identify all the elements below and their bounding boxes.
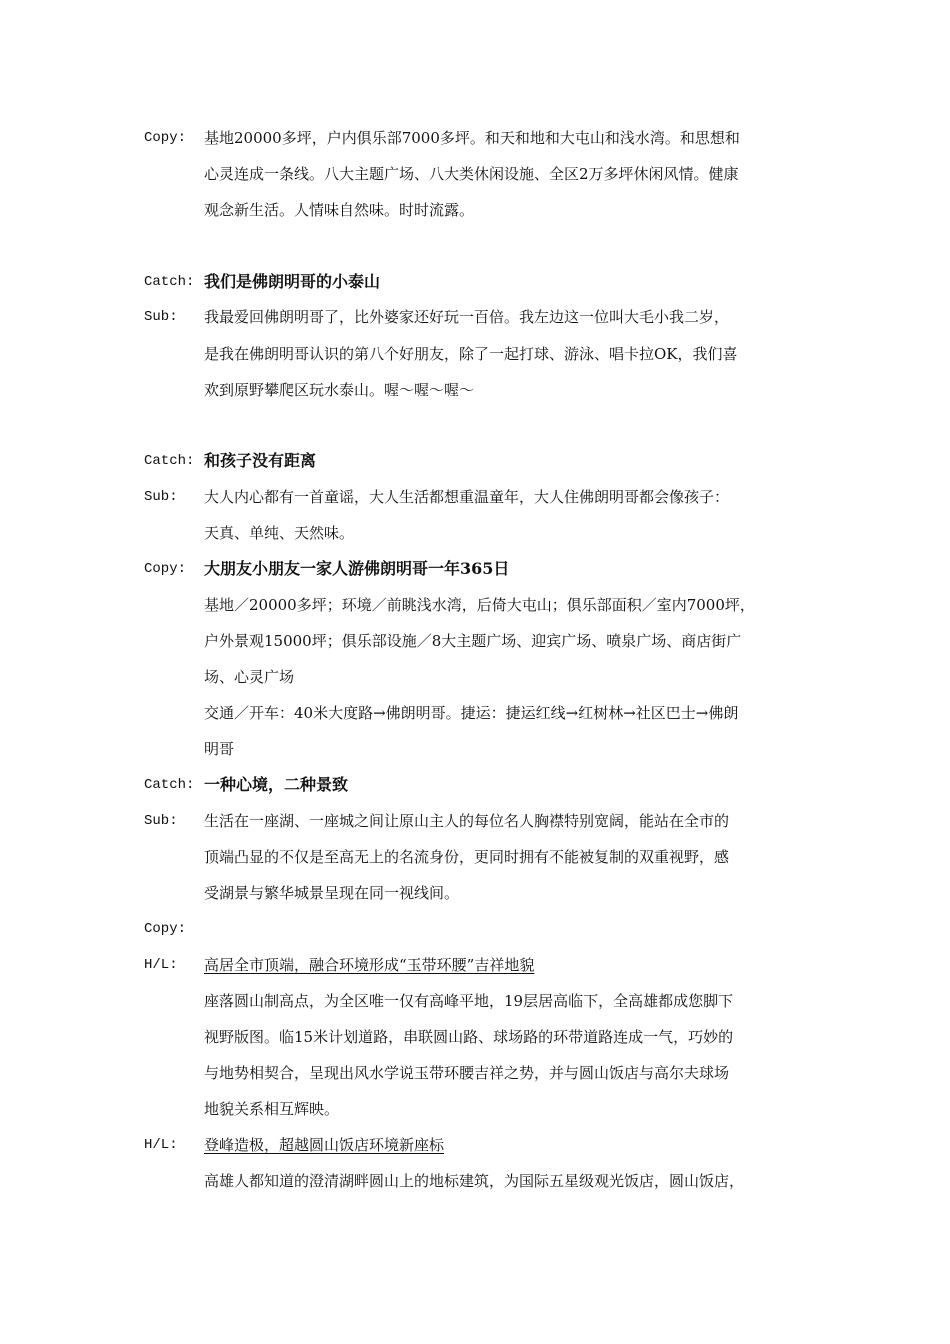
sub-row <box>0 515 950 551</box>
body-line: 基地20000多坪，户内俱乐部7000多坪。和天和地和大屯山和浅水湾。和思想和 <box>204 129 740 147</box>
body-line: 视野版图。临15米计划道路，串联圆山路、球场路的环带道路连成一气，巧妙的 <box>204 1028 734 1046</box>
sub-row <box>0 336 950 372</box>
headline-row <box>0 1091 950 1127</box>
body-line: 明哥 <box>204 740 235 758</box>
body-line: 与地势相契合，呈现出风水学说玉带环腰吉祥之势，并与圆山饭店与高尔夫球场 <box>204 1064 730 1082</box>
headline-text: 登峰造极，超越圆山饭店环境新座标 <box>204 1136 445 1154</box>
block-label: Sub: <box>144 813 178 829</box>
copy-row <box>0 120 950 156</box>
block-label: Copy: <box>144 561 187 577</box>
block-label: Copy: <box>144 921 187 937</box>
block-label: Catch: <box>144 777 195 793</box>
body-line: 场、心灵广场 <box>204 668 295 686</box>
block-label: H/L: <box>144 1137 178 1153</box>
body-line: 户外景观15000坪；俱乐部设施／8大主题广场、迎宾广场、喷泉广场、商店街广 <box>204 632 742 650</box>
catch-row <box>0 443 950 479</box>
body-line: 欢到原野攀爬区玩水泰山。喔～喔～喔～ <box>204 381 475 399</box>
headline-row <box>0 983 950 1019</box>
catch-row <box>0 264 950 300</box>
sub-row <box>0 839 950 875</box>
block-label: Copy: <box>144 130 187 146</box>
headline-row <box>0 947 950 983</box>
catch-title: 一种心境，二种景致 <box>204 775 349 794</box>
body-line: 顶端凸显的不仅是至高无上的名流身份，更同时拥有不能被复制的双重视野，感 <box>204 848 730 866</box>
headline-row <box>0 1127 950 1163</box>
block-label: Catch: <box>144 274 195 290</box>
body-line: 天真、单纯、天然味。 <box>204 524 355 542</box>
sub-row <box>0 875 950 911</box>
copy-row <box>0 587 950 623</box>
sub-row <box>0 299 950 335</box>
headline-row <box>0 1055 950 1091</box>
copy-row <box>0 659 950 695</box>
copy-row <box>0 551 950 587</box>
body-line: 受湖景与繁华城景呈现在同一视线间。 <box>204 884 460 902</box>
headline-row <box>0 1163 950 1199</box>
body-line: 生活在一座湖、一座城之间让原山主人的每位名人胸襟特别宽阔，能站在全市的 <box>204 812 730 830</box>
copy-title: 大朋友小朋友一家人游佛朗明哥一年365日 <box>204 559 510 578</box>
copy-row <box>0 156 950 192</box>
body-line: 地貌关系相互辉映。 <box>204 1100 340 1118</box>
copy-row <box>0 731 950 767</box>
body-line: 座落圆山制高点，为全区唯一仅有高峰平地，19层居高临下，全高雄都成您脚下 <box>204 992 734 1010</box>
body-line: 观念新生活。人情味自然味。时时流露。 <box>204 201 475 219</box>
copy-row <box>0 695 950 731</box>
block-label: Catch: <box>144 453 195 469</box>
body-line: 是我在佛朗明哥认识的第八个好朋友，除了一起打球、游泳、唱卡拉OK，我们喜 <box>204 345 738 363</box>
body-line: 基地／20000多坪；环境／前眺浅水湾，后倚大屯山；俱乐部面积／室内7000坪， <box>204 596 755 614</box>
copy-row <box>0 192 950 228</box>
sub-row <box>0 479 950 515</box>
catch-row <box>0 767 950 803</box>
headline-text: 高居全市顶端，融合环境形成“玉带环腰”吉祥地貌 <box>204 956 535 974</box>
headline-row <box>0 1019 950 1055</box>
body-line: 交通／开车：40米大度路→佛朗明哥。捷运：捷运红线→红树林→社区巴士→佛朗 <box>204 704 739 722</box>
block-label: H/L: <box>144 957 178 973</box>
catch-title: 和孩子没有距离 <box>204 451 317 470</box>
block-label: Sub: <box>144 309 178 325</box>
sub-row <box>0 372 950 408</box>
sub-row <box>0 803 950 839</box>
copy-row <box>0 623 950 659</box>
body-line: 大人内心都有一首童谣，大人生活都想重温童年，大人住佛朗明哥都会像孩子： <box>204 488 730 506</box>
body-line: 我最爱回佛朗明哥了，比外婆家还好玩一百倍。我左边这一位叫大毛小我二岁， <box>204 308 730 326</box>
body-line: 高雄人都知道的澄清湖畔圆山上的地标建筑，为国际五星级观光饭店，圆山饭店， <box>204 1172 745 1190</box>
copy-row <box>0 911 950 947</box>
body-line: 心灵连成一条线。八大主题广场、八大类休闲设施、全区2万多坪休闲风情。健康 <box>204 165 739 183</box>
block-label: Sub: <box>144 489 178 505</box>
catch-title: 我们是佛朗明哥的小泰山 <box>204 272 381 291</box>
